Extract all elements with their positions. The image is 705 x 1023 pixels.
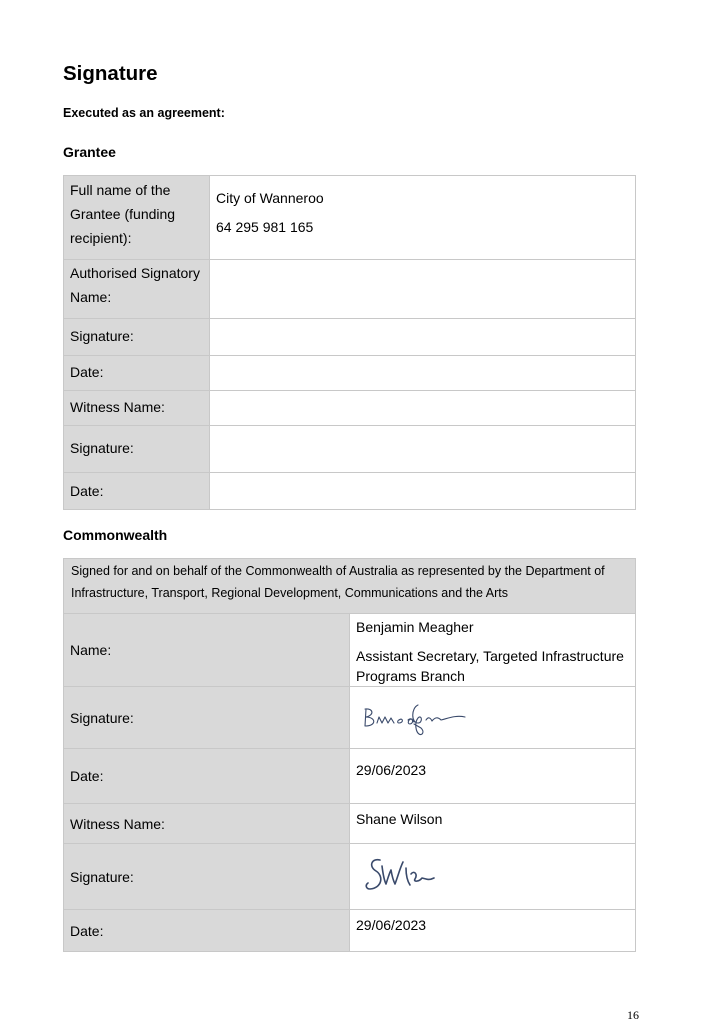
grantee-witness-signature-value[interactable] xyxy=(210,426,636,473)
commonwealth-signatory-position: Assistant Secretary, Targeted Infrastructure Programs Branch xyxy=(356,648,624,684)
grantee-witness-date-value[interactable] xyxy=(210,473,636,510)
commonwealth-signatory-name: Benjamin Meagher xyxy=(356,619,474,635)
commonwealth-name-label: Name: xyxy=(64,614,350,687)
page-title: Signature xyxy=(63,62,158,85)
commonwealth-header: Signed for and on behalf of the Commonwealth of Australia as represented by the Department of Infrastructure, Transport, Regional Development, Communications and the Arts xyxy=(64,559,636,614)
grantee-signature-label: Signature: xyxy=(64,319,210,356)
commonwealth-witness-signature-value xyxy=(350,844,636,910)
grantee-heading: Grantee xyxy=(63,144,116,160)
table-row xyxy=(64,176,636,260)
commonwealth-signature-value xyxy=(350,687,636,749)
table-row xyxy=(64,910,636,952)
table-row xyxy=(64,473,636,510)
commonwealth-signature-label: Signature: xyxy=(64,687,350,749)
grantee-signatory-value[interactable] xyxy=(210,260,636,319)
shane-wilson-signature xyxy=(356,852,456,902)
table-row xyxy=(64,687,636,749)
commonwealth-witness-date-value: 29/06/2023 xyxy=(350,910,636,952)
commonwealth-table xyxy=(63,558,636,952)
grantee-witness-signature-label: Signature: xyxy=(64,426,210,473)
grantee-organisation: City of Wanneroo xyxy=(216,190,324,206)
grantee-name-value xyxy=(210,176,636,260)
grantee-abn: 64 295 981 165 xyxy=(216,219,314,235)
table-row xyxy=(64,356,636,391)
commonwealth-witness-signature-label: Signature: xyxy=(64,844,350,910)
grantee-witness-date-label: Date: xyxy=(64,473,210,510)
grantee-witness-label: Witness Name: xyxy=(64,391,210,426)
commonwealth-witness-label: Witness Name: xyxy=(64,804,350,844)
commonwealth-witness-date-label: Date: xyxy=(64,910,350,952)
page-number: 16 xyxy=(627,1008,639,1022)
grantee-witness-value[interactable] xyxy=(210,391,636,426)
commonwealth-witness-value: Shane Wilson xyxy=(350,804,636,844)
commonwealth-heading: Commonwealth xyxy=(63,527,168,543)
table-row xyxy=(64,260,636,319)
table-row xyxy=(64,391,636,426)
grantee-table xyxy=(63,175,636,510)
commonwealth-date-value: 29/06/2023 xyxy=(350,749,636,804)
table-row xyxy=(64,844,636,910)
benjamin-meagher-signature xyxy=(356,696,486,740)
grantee-date-label: Date: xyxy=(64,356,210,391)
grantee-signatory-label: Authorised Signatory Name: xyxy=(64,260,210,319)
executed-statement: Executed as an agreement: xyxy=(63,106,225,120)
commonwealth-name-value xyxy=(350,614,636,687)
grantee-date-value[interactable] xyxy=(210,356,636,391)
table-row xyxy=(64,319,636,356)
table-row xyxy=(64,614,636,687)
table-row xyxy=(64,559,636,614)
table-row xyxy=(64,749,636,804)
grantee-signature-value[interactable] xyxy=(210,319,636,356)
table-row xyxy=(64,426,636,473)
grantee-name-label: Full name of the Grantee (funding recipient): xyxy=(64,176,210,260)
commonwealth-date-label: Date: xyxy=(64,749,350,804)
table-row xyxy=(64,804,636,844)
